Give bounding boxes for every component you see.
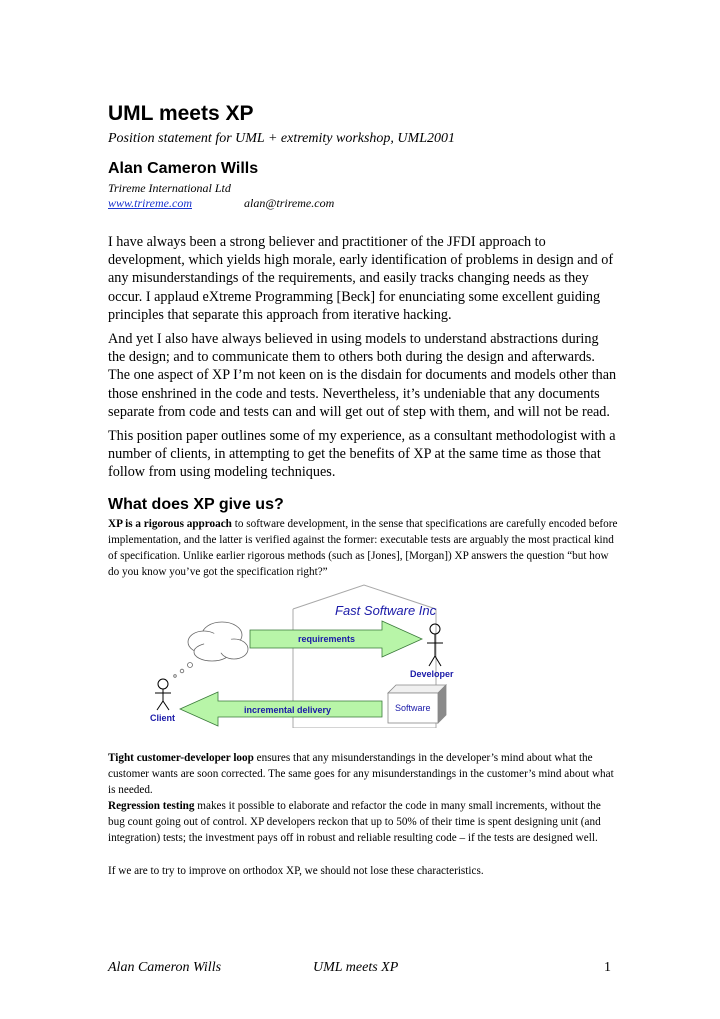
delivery-label: incremental delivery xyxy=(244,705,332,715)
paragraph-customer-loop xyxy=(108,750,618,798)
thought-cloud xyxy=(174,622,248,677)
website-link[interactable]: www.trireme.com xyxy=(108,196,192,210)
section-heading: What does XP give us? xyxy=(108,496,284,513)
intro-paragraph: And yet I also have always believed in using models to understand abstractions during the design; and to communicate them to others both during the design and afterwards. The one aspect of XP I’m not keen on is the disdain for documents and models other than those enshrined in the code and tests. Nevertheless, it’s undeniable that any documents separate from code and tests can and will get out of step with them, and will not be read. xyxy=(108,331,617,420)
xp-diagram xyxy=(130,583,490,728)
email-address: alan@trireme.com xyxy=(244,196,335,210)
requirements-label: requirements xyxy=(298,634,356,644)
paper-title: UML meets XP xyxy=(108,102,254,125)
paragraph-text: If we are to try to improve on orthodox XP, we should not lose these characteristics. xyxy=(108,865,484,877)
intro-paragraph: This position paper outlines some of my experience, as a consultant methodologist with a number of clients, in attempting to get the benefits of XP at the same time as those that follow from using modeling techniques. xyxy=(108,428,616,481)
paragraph-closing xyxy=(108,863,618,879)
paragraph-lead: Regression testing xyxy=(108,800,195,812)
paper-subtitle: Position statement for UML + extremity workshop, UML2001 xyxy=(108,131,455,146)
paragraph-text: makes it possible to elaborate and refactor the code in many small increments, without the bug count going out of control. XP developers reckon that up to 50% of their time is spent designing unit (and integration) tests; the investment pays off in robust and reliable resulting code – if the tests are designed well. xyxy=(108,800,601,844)
client-label: Client xyxy=(150,713,176,723)
paragraph-lead: XP is a rigorous approach xyxy=(108,518,232,530)
intro-paragraph: I have always been a strong believer and practitioner of the JFDI approach to development, which yields high morale, early identification of problems in design and of any misunderstandings of the requirements, and easily tracks changing needs as they occur. I applaud eXtreme Programming [Beck] for enunciating some excellent guiding principles that separate this approach from iterative hacking. xyxy=(108,234,614,323)
paragraph-rigorous xyxy=(108,516,618,580)
footer-title: UML meets XP xyxy=(313,960,399,975)
developer-label: Developer xyxy=(410,669,454,679)
organization: Trireme International Ltd xyxy=(108,181,231,195)
intro-section xyxy=(108,233,618,488)
company-name-label: Fast Software Inc xyxy=(335,603,437,618)
footer-author: Alan Cameron Wills xyxy=(108,960,222,975)
author-name: Alan Cameron Wills xyxy=(108,160,259,177)
software-label: Software xyxy=(395,703,431,713)
paragraph-text: ensures that any misunderstandings in the developer’s mind about what the customer wants are soon corrected. The same goes for any misunderstandings in the customer’s mind about what is needed. xyxy=(108,752,614,796)
paragraph-lead: Tight customer-developer loop xyxy=(108,752,254,764)
page-number: 1 xyxy=(604,960,611,975)
client-figure xyxy=(155,679,171,710)
developer-figure xyxy=(427,624,443,666)
paragraph-regression xyxy=(108,798,618,846)
paragraph-text: to software development, in the sense that specifications are carefully encoded before implementation, and the latter is verified against the former: executable tests are arguably the most practical kind of specification. Unlike earlier rigorous methods (such as [Jones], [Morgan]) XP answers the question “but how do you know you’ve got the specification right?” xyxy=(108,518,618,578)
